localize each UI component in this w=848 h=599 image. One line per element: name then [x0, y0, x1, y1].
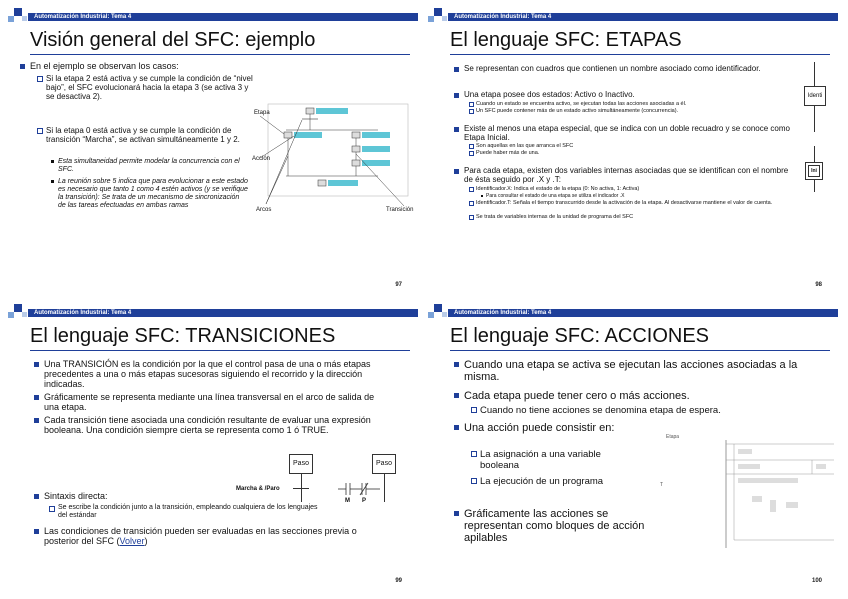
etapa-label: Etapa	[666, 434, 680, 440]
slide-sfc-acciones	[428, 302, 840, 592]
contact-m: M	[345, 498, 350, 504]
header-label: Automatización Industrial: Tema 4	[34, 14, 132, 20]
bullet: Cada transición tiene asociada una condición resultante de evaluar una expresión booleana. Una condición siempre cierta se representa como 1 ó TRUE.	[44, 415, 384, 435]
closing-paren: )	[144, 536, 148, 546]
volver-link[interactable]: Volver	[119, 536, 145, 546]
sub-sub-bullet: La reunión sobre 5 indica que para evolucionar a este estado es necesario que tanto 1 como 4 estén activos (y se verifique la transición): Se trata de un mecanismo de sincronización de las tareas efectuadas en ambas ramas	[58, 178, 248, 209]
bullet: Existe al menos una etapa especial, que se indica con un doble recuadro y se conoce como Etapa Inicial.	[464, 124, 794, 142]
sub-bullet: Si la etapa 2 está activa y se cumple la condición de “nivel bajo”, el SFC evolucionará hacia la etapa 3 (se activa 3 y se desactiva 2).	[46, 74, 256, 101]
contact-p: P	[362, 498, 367, 504]
label-transicion: Transición	[386, 207, 414, 213]
header-label: Automatización Industrial: Tema 4	[454, 14, 552, 20]
action-block-diagram	[714, 440, 834, 550]
label-accion: Acción	[252, 156, 271, 162]
sub-bullet: Se trata de variables internas de la unidad de programa del SFC	[476, 214, 806, 221]
header-decoration	[8, 6, 30, 28]
sfc-example-diagram	[256, 96, 416, 216]
slide-sfc-transiciones	[8, 302, 420, 592]
sub-bullet: Identificador.X: Indica el estado de la etapa (0: No activa, 1: Activa)	[476, 186, 806, 193]
header-label: Automatización Industrial: Tema 4	[34, 310, 132, 316]
t-label: T	[660, 482, 664, 488]
bullet: Sintaxis directa:	[44, 491, 164, 501]
page-number: 97	[395, 282, 402, 288]
initial-step-label: Ini	[808, 165, 820, 177]
sub-bullet: La asignación a una variable booleana	[480, 449, 640, 471]
bullet: Gráficamente se representa mediante una línea transversal en el arco de salida de una etapa.	[44, 392, 384, 412]
slide-sfc-overview	[8, 6, 420, 296]
title-rule	[450, 54, 830, 55]
sub-bullet: La ejecución de un programa	[480, 476, 640, 487]
bullet: Una acción puede consistir en:	[464, 422, 644, 434]
bullet	[44, 526, 384, 546]
sub-bullet: Se escribe la condición junto a la transición, empleando cualquiera de los lenguajes del estándar	[58, 504, 328, 520]
sub-bullet: Son aquellas en las que arranca el SFC	[476, 143, 776, 150]
sub-bullet: Puede haber más de una.	[476, 150, 776, 157]
transition-condition: Marcha & /Paro	[236, 486, 280, 492]
bullet-text: Las condiciones de transición pueden ser evaluadas en las secciones previa o posterior del SFC (	[44, 526, 357, 546]
step-box: Paso	[289, 454, 313, 474]
page-number: 100	[811, 578, 822, 584]
sub-sub-bullet: Esta simultaneidad permite modelar la concurrencia con el SFC.	[58, 158, 248, 174]
step-box: Paso	[372, 454, 396, 474]
ladder-contacts	[338, 480, 388, 498]
header-label: Automatización Industrial: Tema 4	[454, 310, 552, 316]
slide-title: Visión general del SFC: ejemplo	[30, 29, 316, 51]
bullet: Se representan con cuadros que contienen un nombre asociado como identificador.	[464, 64, 784, 73]
step-box: Identi	[804, 86, 826, 106]
label-arcos: Arcos	[256, 207, 272, 213]
header-decoration	[428, 302, 450, 324]
bullet: En el ejemplo se observan los casos:	[30, 61, 280, 71]
sub-sub-bullet: Para consultar el estado de una etapa se utiliza el indicador .X	[486, 193, 806, 199]
bullet: Cada etapa puede tener cero o más acciones.	[464, 390, 804, 402]
slide-title: El lenguaje SFC: ETAPAS	[450, 29, 682, 51]
bullet: Para cada etapa, existen dos variables internas asociadas que se identifican con el nombre de ésta seguido por .X y .T:	[464, 166, 794, 184]
sub-bullet: Identificador.T: Señala el tiempo transcurrido desde la activación de la etapa. Al desactivarse mantiene el valor de cuenta.	[476, 200, 806, 207]
bullet: Una TRANSICIÓN es la condición por la que el control pasa de una o más etapas precedentes a una o más etapas sucesoras siguiendo el recorrido y la dirección indicadas.	[44, 359, 384, 389]
header-decoration	[428, 6, 450, 28]
title-rule	[30, 54, 410, 55]
label-etapa: Etapa	[254, 110, 270, 116]
bullet: Cuando una etapa se activa se ejecutan las acciones asociadas a la misma.	[464, 359, 804, 383]
page-number: 99	[395, 578, 402, 584]
sub-bullet: Cuando un estado se encuentra activo, se ejecutan todas las acciones asociadas a él.	[476, 101, 796, 108]
title-rule	[30, 350, 410, 351]
slide-sfc-etapas	[428, 6, 840, 296]
page-number: 98	[815, 282, 822, 288]
header-decoration	[8, 302, 30, 324]
sub-bullet: Un SFC puede contener más de un estado activo simultáneamente (concurrencia).	[476, 108, 796, 115]
title-rule	[450, 350, 830, 351]
sub-bullet: Cuando no tiene acciones se denomina etapa de espera.	[480, 405, 810, 416]
initial-step-box	[805, 162, 823, 180]
sub-bullet: Si la etapa 0 está activa y se cumple la condición de transición “Marcha”, se activan simultáneamente 1 y 2.	[46, 126, 256, 144]
slide-title: El lenguaje SFC: ACCIONES	[450, 325, 709, 347]
bullet: Una etapa posee dos estados: Activo o Inactivo.	[464, 90, 784, 99]
slide-title: El lenguaje SFC: TRANSICIONES	[30, 325, 336, 347]
transition-bar	[293, 488, 309, 489]
bullet: Gráficamente las acciones se representan como bloques de acción apilables	[464, 508, 664, 544]
